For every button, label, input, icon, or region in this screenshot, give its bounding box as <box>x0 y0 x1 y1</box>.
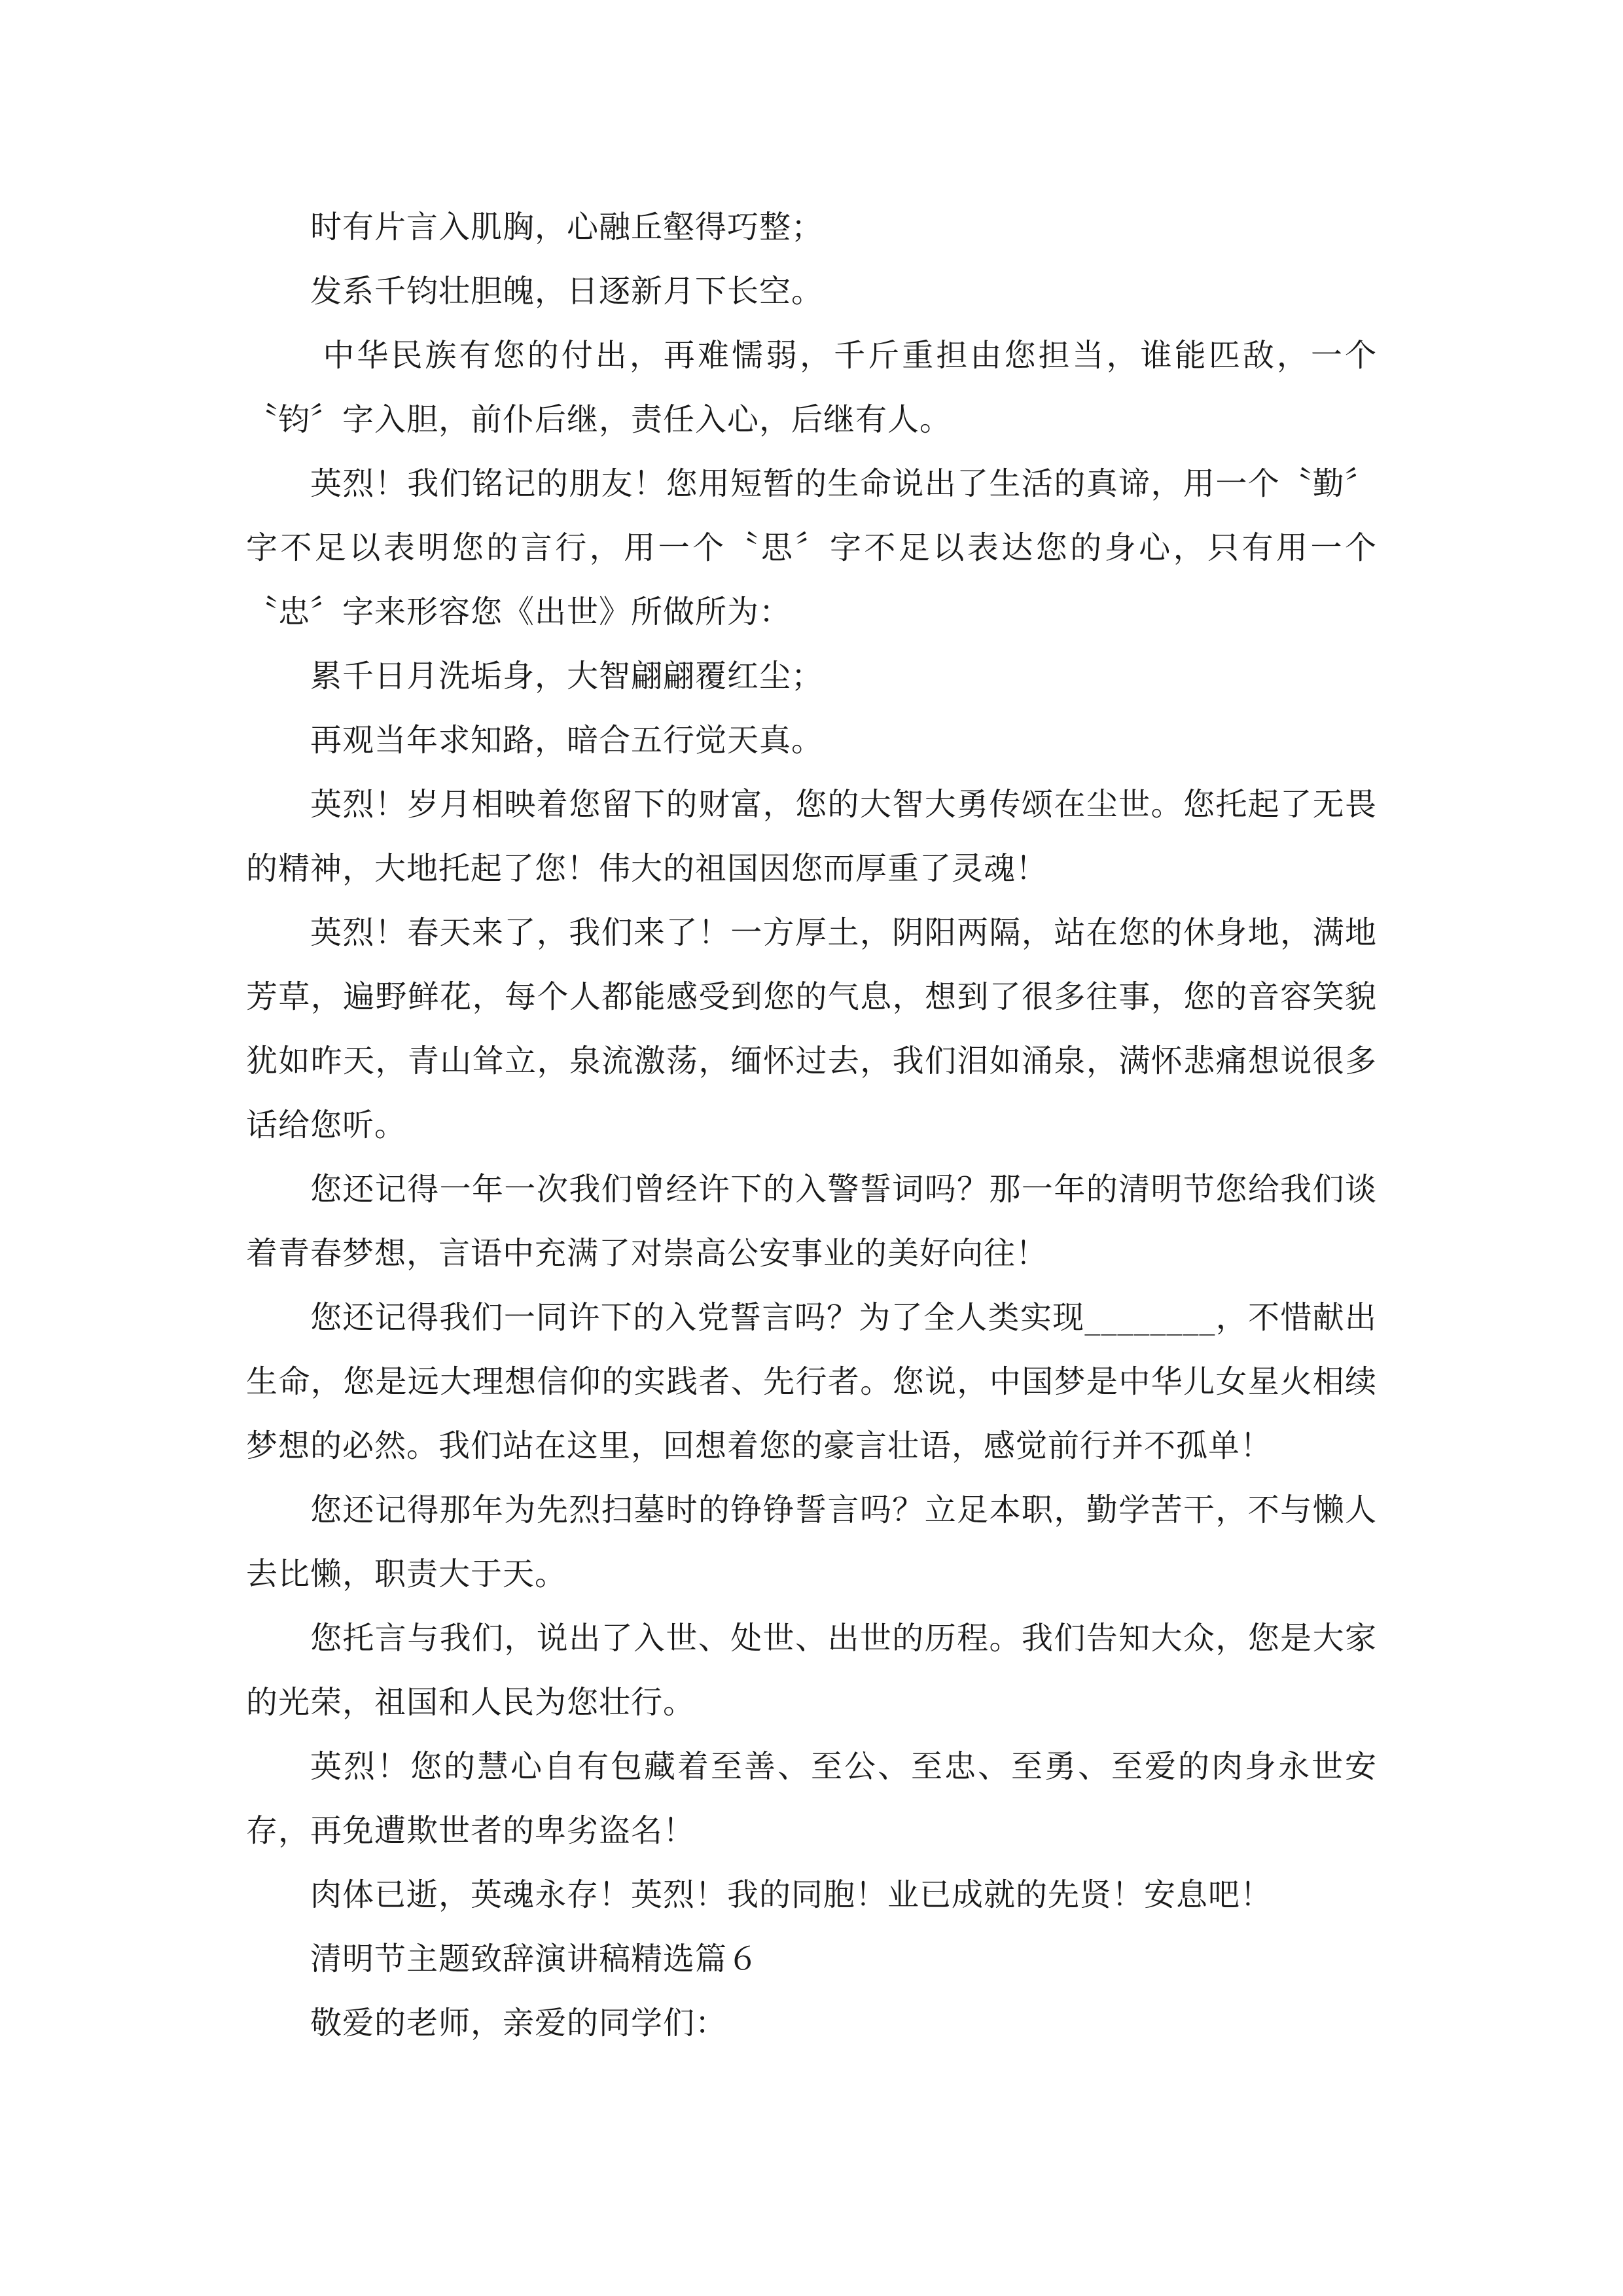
paragraph-wise-heart: 英烈！您的慧心自有包藏着至善、至公、至忠、至勇、至爱的肉身永世安存，再免遭欺世者的卑劣盗名！ <box>246 1748 1377 1849</box>
verse-line-1: 时有片言入肌胸，心融丘壑得巧整； <box>310 209 824 245</box>
paragraph-entrusted-words: 您托言与我们，说出了入世、处世、出世的历程。我们告知大众，您是大家的光荣，祖国和人民为您壮行。 <box>246 1620 1377 1721</box>
paragraph-years-wealth: 英烈！岁月相映着您留下的财富，您的大智大勇传颂在尘世。您托起了无畏的精神，大地托起了您！伟大的祖国因您而厚重了灵魂！ <box>246 786 1377 887</box>
verse-line-4: 再观当年求知路，暗合五行觉天真。 <box>310 722 824 759</box>
document-body <box>246 195 1377 2055</box>
verse-line-2: 发系千钧壮胆魄，日逐新月下长空。 <box>310 273 824 310</box>
section-heading: 清明节主题致辞演讲稿精选篇６ <box>310 1941 760 1977</box>
paragraph-spring-came: 英烈！春天来了，我们来了！一方厚土，阴阳两隔，站在您的休身地，满地芳草，遍野鲜花，每个人都能感受到您的气息，想到了很多往事，您的音容笑貌犹如昨天，青山耸立，泉流激荡，缅怀过去，我们泪如涌泉，满怀悲痛想说很多话给您听。 <box>246 914 1377 1143</box>
paragraph-police-oath: 您还记得一年一次我们曾经许下的入警誓词吗？那一年的清明节您给我们谈着青春梦想，言语中充满了对崇高公安事业的美好向往！ <box>246 1171 1377 1272</box>
paragraph-tomb-sweeping-oath: 您还记得那年为先烈扫墓时的铮铮誓言吗？立足本职，勤学苦干，不与懒人去比懒，职责大于天。 <box>246 1492 1377 1592</box>
paragraph-remembered-friend: 英烈！我们铭记的朋友！您用短暂的生命说出了生活的真谛，用一个〝勤〞字不足以表明您的言行，用一个〝思〞字不足以表达您的身心，只有用一个〝忠〞字来形容您《出世》所做所为： <box>246 465 1377 630</box>
salutation: 敬爱的老师，亲爱的同学们： <box>310 2005 728 2041</box>
verse-line-3: 累千日月洗垢身，大智翩翩覆红尘； <box>310 658 824 694</box>
paragraph-party-oath: 您还记得我们一同许下的入党誓言吗？为了全人类实现________，不惜献出生命，您是远大理想信仰的实践者、先行者。您说，中国梦是中华儿女星火相续梦想的必然。我们站在这里，回想着您的豪言壮语，感觉前行并不孤单！ <box>246 1299 1377 1464</box>
paragraph-nation: 中华民族有您的付出，再难懦弱，千斤重担由您担当，谁能匹敌，一个〝钧〞字入胆，前仆后继，责任入心，后继有人。 <box>246 337 1377 438</box>
paragraph-rest-in-peace: 肉体已逝，英魂永存！英烈！我的同胞！业已成就的先贤！安息吧！ <box>310 1876 1273 1913</box>
